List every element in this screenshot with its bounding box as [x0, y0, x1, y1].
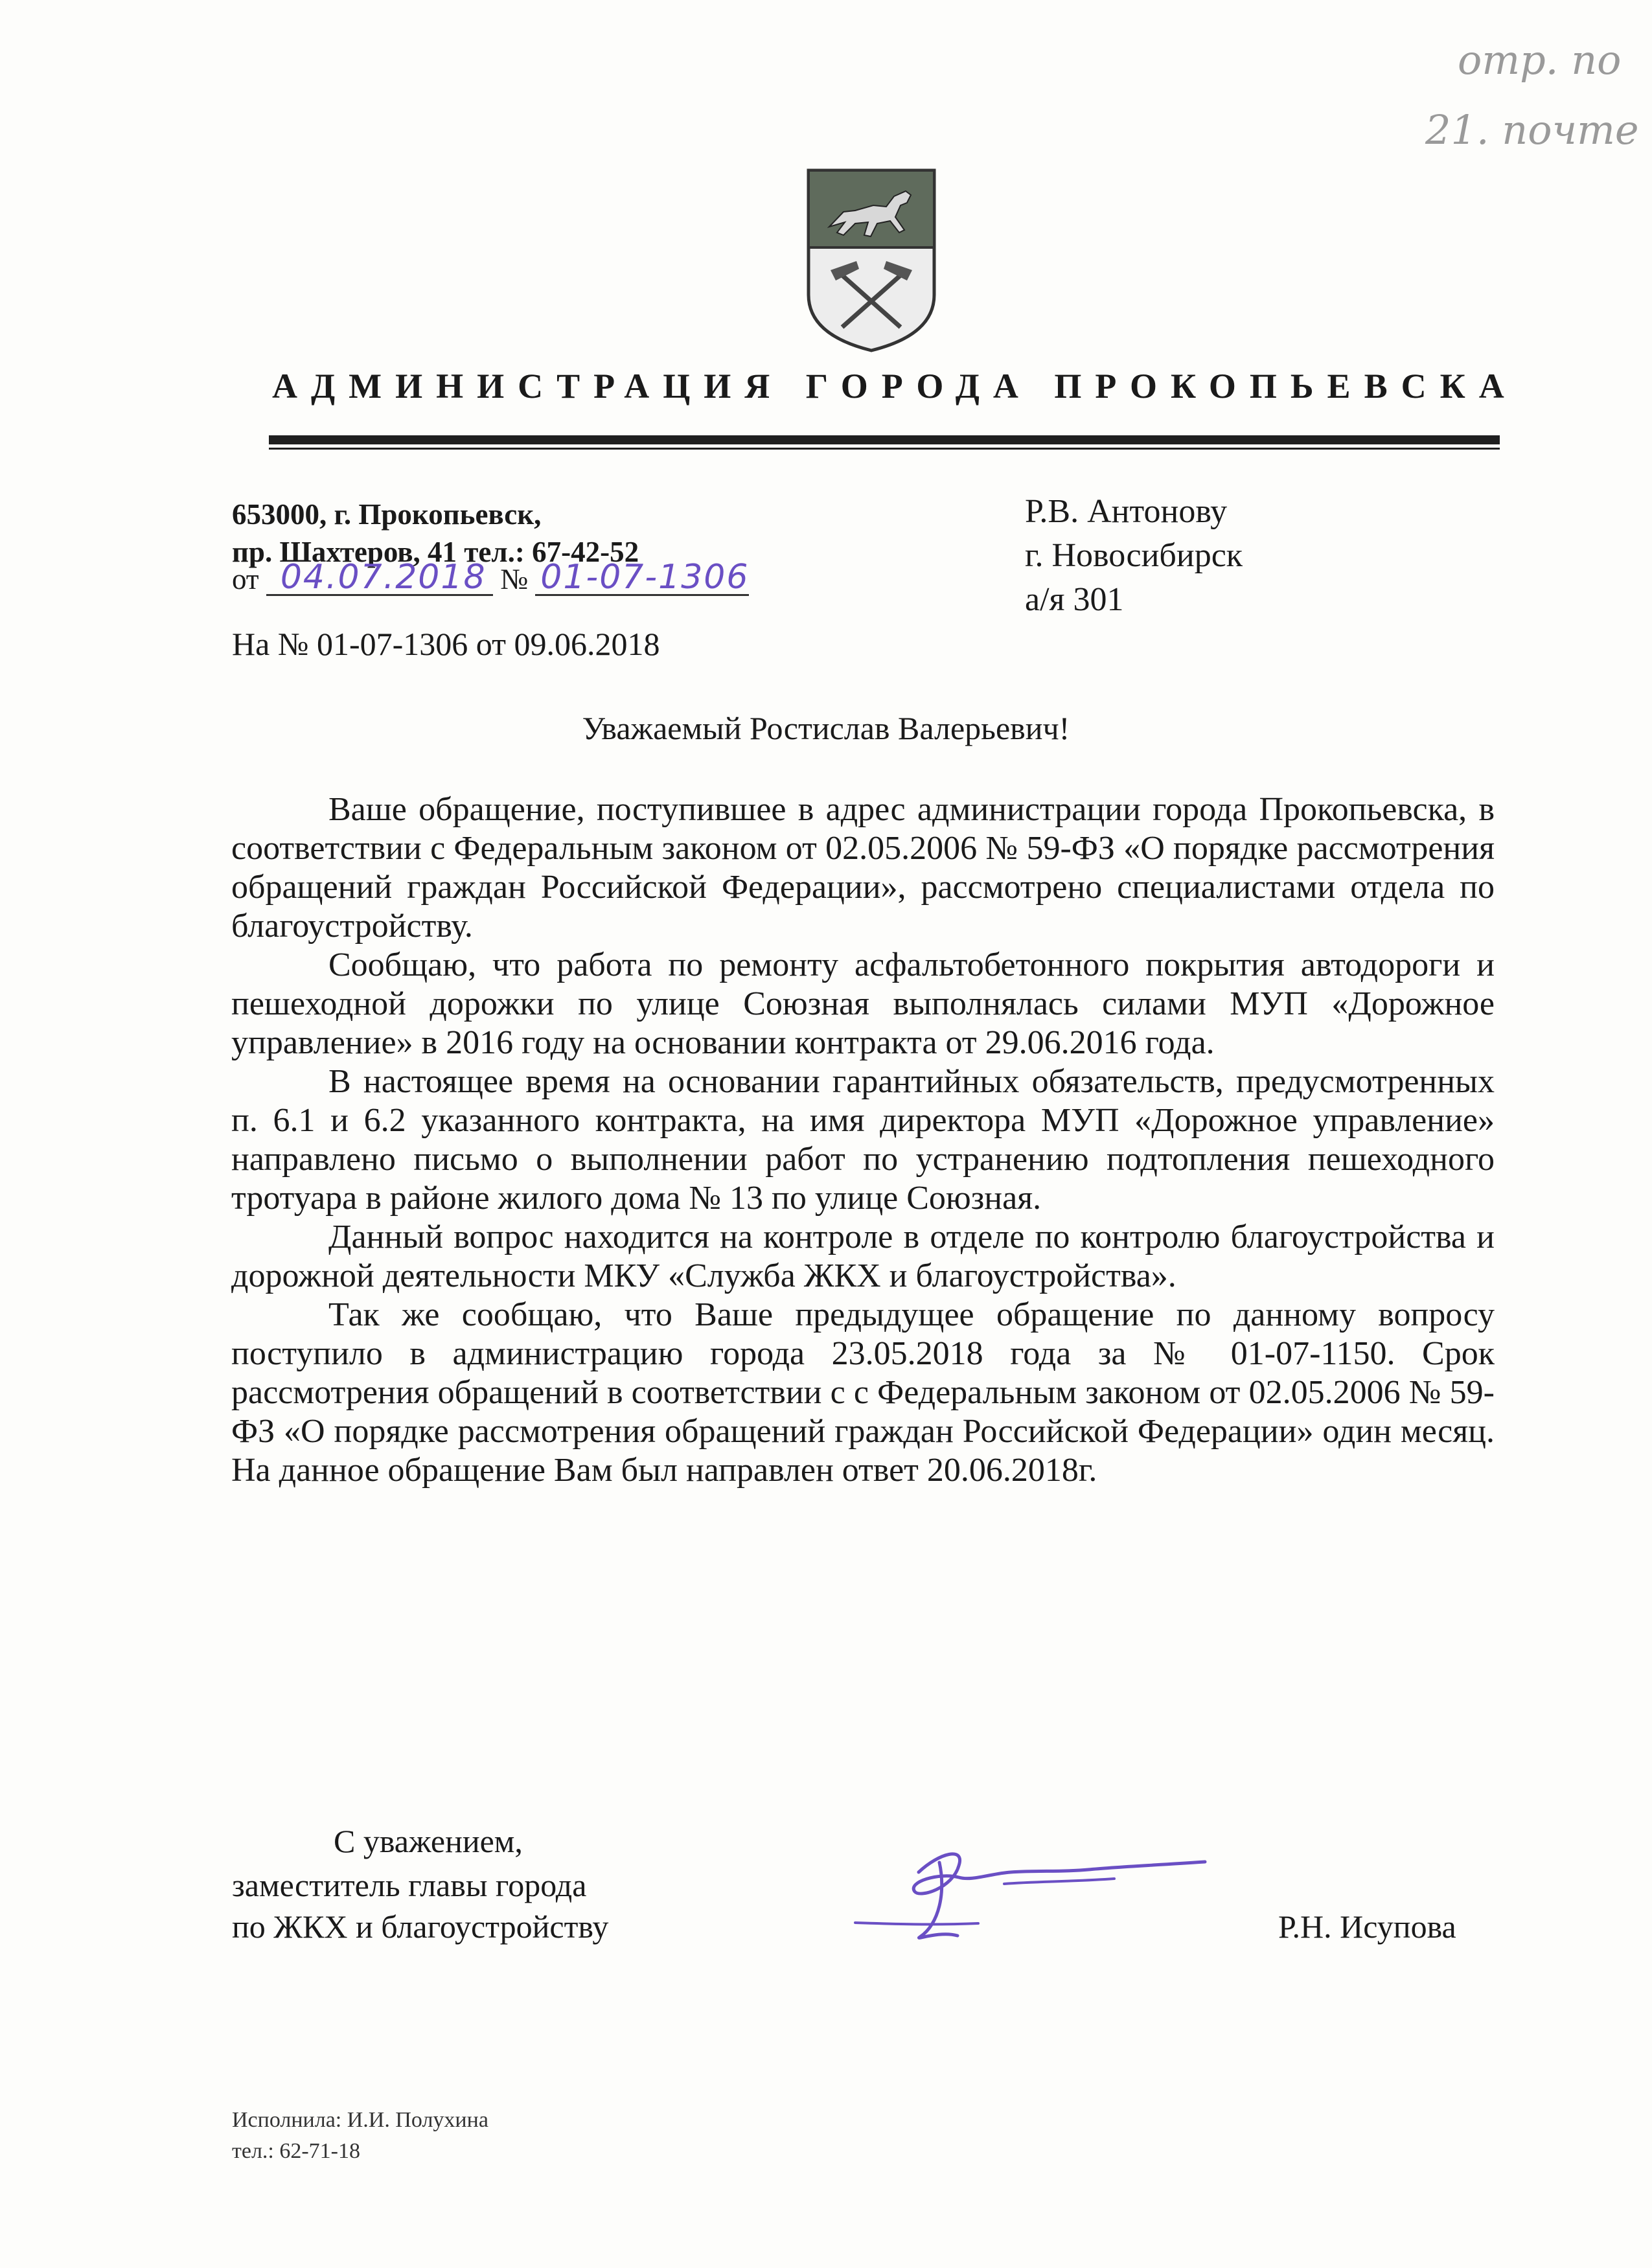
recipient-city: г. Новосибирск [1025, 537, 1243, 574]
recipient-name: Р.В. Антонову [1025, 493, 1228, 530]
signer-position-line2: по ЖКХ и благоустройству [232, 1908, 609, 1945]
organization-title: АДМИНИСТРАЦИЯ ГОРОДА ПРОКОПЬЕВСКА [272, 367, 1518, 406]
recipient-block [1025, 490, 1243, 622]
margin-note-line2: 21. почте [1425, 106, 1639, 154]
outgoing-registration [232, 558, 750, 597]
date-prefix: от [232, 563, 259, 595]
reply-reference: На № 01-07-1306 от 09.06.2018 [232, 626, 660, 662]
date-field [266, 558, 493, 597]
closing-phrase: С уважением, [334, 1823, 523, 1859]
number-prefix: № [500, 563, 529, 595]
header-rule-thick [269, 435, 1500, 444]
paragraph: В настоящее время на основании гарантийных обязательств, предусмотренных п. 6.1 и 6.2 указанного контракта, на имя директора МУП «Дорожное управление» направлено письмо о выполнении работ по устранению подтопления пешеходного тротуара в районе жилого дома № 13 по улице Союзная. [231, 1063, 1495, 1217]
header-rule-thin [269, 448, 1500, 450]
handwritten-signature-icon [842, 1827, 1283, 1956]
city-coat-of-arms-icon [803, 165, 939, 353]
number-field [535, 558, 750, 597]
signer-position-line1: заместитель главы города [232, 1867, 587, 1903]
sender-address-line2: пр. Шахтеров, 41 тел.: 67-42-52 [232, 536, 639, 568]
executor-name: Исполнила: И.И. Полухина [232, 2108, 488, 2132]
paragraph: Данный вопрос находится на контроле в отделе по контролю благоустройства и дорожной деятельности МКУ «Служба ЖКХ и благоустройства». [231, 1219, 1495, 1294]
executor-phone: тел.: 62-71-18 [232, 2139, 361, 2163]
paragraph: Сообщаю, что работа по ремонту асфальтобетонного покрытия автодороги и пешеходной дорожки по улице Союзная выполнялась силами МУП «Дорожное управление» в 2016 году на основании контракта от 29.06.2016 года. [231, 946, 1495, 1061]
signer-name: Р.Н. Исупова [1278, 1908, 1456, 1945]
handwritten-date: 04.07.2018 [280, 558, 487, 597]
salutation: Уважаемый Ростислав Валерьевич! [582, 710, 1070, 746]
sender-address-line1: 653000, г. Прокопьевск, [232, 498, 542, 531]
paragraph: Ваше обращение, поступившее в адрес администрации города Прокопьевска, в соответствии с Федеральным законом от 02.05.2006 № 59-ФЗ «О порядке рассмотрения обращений граждан Российской Федерации», рассмотрено специалистами отдела по благоустройству. [231, 791, 1495, 945]
handwritten-number: 01-07-1306 [540, 558, 750, 597]
letter-body [231, 790, 1495, 1490]
margin-note-line1: отр. по [1458, 36, 1622, 84]
recipient-po-box: а/я 301 [1025, 581, 1124, 618]
paragraph: Так же сообщаю, что Ваше предыдущее обращение по данному вопросу поступило в администрацию города 23.05.2018 года за № 01-07-1150. Срок рассмотрения обращений в соответствии с с Федеральным законом от 02.05.2006 № 59-ФЗ «О порядке рассмотрения обращений граждан Российской Федерации» один месяц. На данное обращение Вам был направлен ответ 20.06.2018г. [231, 1296, 1495, 1489]
